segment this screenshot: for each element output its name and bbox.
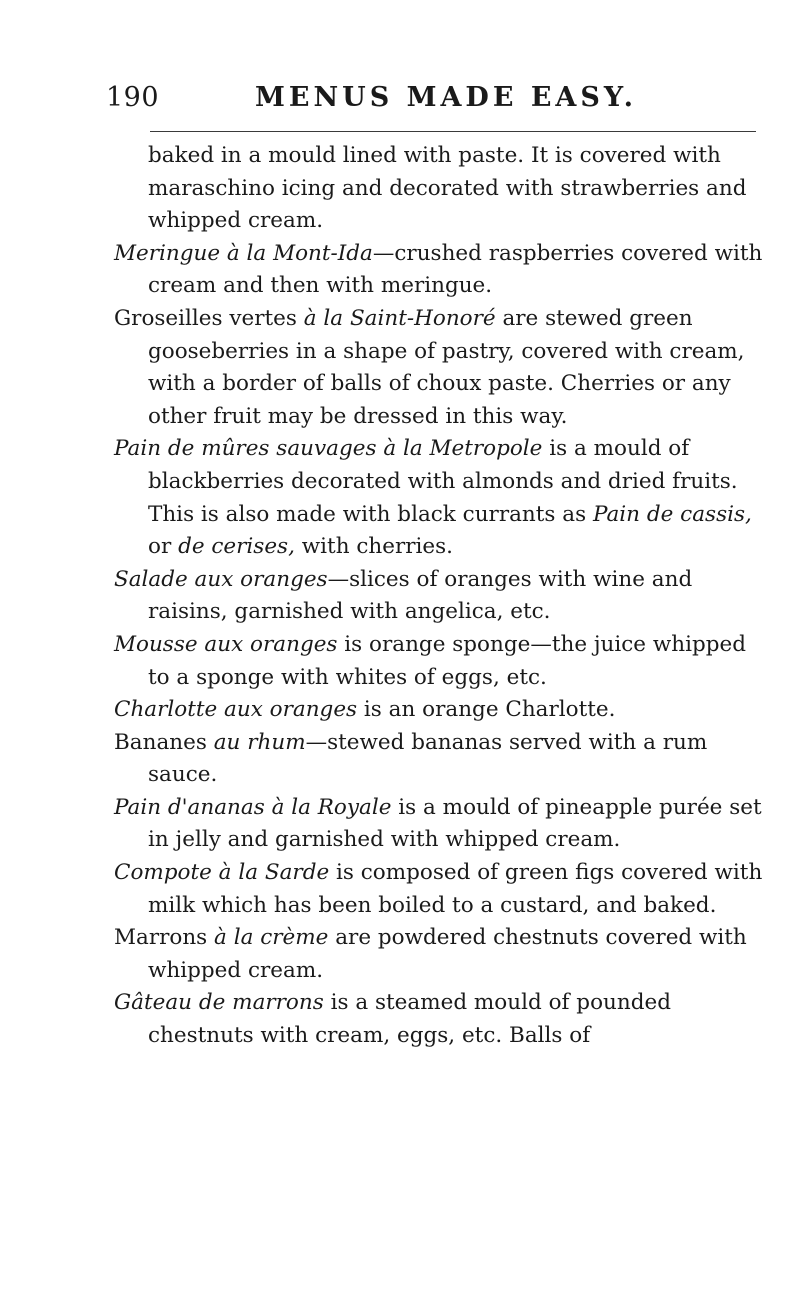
entry-pain-de-mures xyxy=(114,433,764,563)
dish-name: Compote à la Sarde xyxy=(114,860,330,886)
dish-description: —crushed raspberries covered with cream and then with meringue. xyxy=(148,240,763,299)
header-rule xyxy=(150,131,756,132)
dish-name: au rhum xyxy=(213,729,306,755)
dish-name-lead: Groseilles vertes xyxy=(114,305,304,331)
entry-mousse-aux-oranges xyxy=(114,629,764,694)
entry-charlotte-aux-oranges xyxy=(114,694,764,727)
dish-description: are powdered chestnuts covered with whipped cream. xyxy=(148,925,747,983)
dish-description: is an orange Charlotte. xyxy=(357,697,616,723)
entry-meringue xyxy=(114,238,764,303)
dish-name: Charlotte aux oranges xyxy=(114,697,358,723)
dish-description: with cherries. xyxy=(294,534,454,560)
entry-pain-d-ananas xyxy=(114,792,764,857)
dish-name: Gâteau de marrons xyxy=(114,990,324,1016)
entry-salade-aux-oranges xyxy=(114,564,764,629)
entry-groseilles xyxy=(114,303,764,433)
running-head: MENUS MADE EASY. xyxy=(255,82,638,113)
dish-name: Pain de mûres sauvages à la Metropole xyxy=(114,436,543,462)
entry-bananes-au-rhum xyxy=(114,727,764,792)
dish-variant-name: Pain de cassis, xyxy=(592,501,752,527)
dish-name-lead: Marrons xyxy=(114,925,215,951)
dish-name: Pain d'ananas à la Royale xyxy=(114,794,392,820)
entry-marrons-a-la-creme xyxy=(114,922,764,987)
dish-description: is a mould of pineapple purée set in jelly and garnished with whipped cream. xyxy=(148,794,762,853)
dish-name-lead: Bananes xyxy=(114,729,214,755)
dish-name: Salade aux oranges xyxy=(114,566,328,592)
dish-description: or xyxy=(148,534,179,560)
paragraph-continuation: baked in a mould lined with paste. It is covered with maraschino icing and decorated with strawberries and whipped cream. xyxy=(148,143,747,234)
page-number: 190 xyxy=(106,82,160,113)
dish-variant-name: de cerises, xyxy=(178,534,295,560)
dish-name: Mousse aux oranges xyxy=(114,631,338,657)
dish-description: is orange sponge—the juice whipped to a sponge with whites of eggs, etc. xyxy=(148,631,747,690)
dish-description: are stewed green gooseberries in a shape of pastry, covered with cream, with a border of balls of choux paste. Cherries or any other fruit may be dressed in this way. xyxy=(148,305,745,429)
page-header xyxy=(0,82,800,122)
dish-description: —slices of oranges with wine and raisins, garnished with angelica, etc. xyxy=(148,566,693,625)
body-text xyxy=(114,140,764,1053)
dish-name: à la Saint-Honoré xyxy=(303,305,496,331)
dish-name: Meringue à la Mont-Ida xyxy=(114,240,373,266)
dish-description: is a mould of blackberries decorated with almonds and dried fruits. This is also made with black currants as xyxy=(148,436,738,527)
dish-description: is composed of green figs covered with milk which has been boiled to a custard, and baked. xyxy=(148,860,763,918)
entry-gateau-de-marrons xyxy=(114,987,764,1052)
dish-description: is a steamed mould of pounded chestnuts with cream, eggs, etc. Balls of xyxy=(148,990,671,1049)
dish-description: —stewed bananas served with a rum sauce. xyxy=(148,729,708,788)
entry-compote-a-la-sarde xyxy=(114,857,764,922)
dish-name: à la crème xyxy=(214,925,329,951)
